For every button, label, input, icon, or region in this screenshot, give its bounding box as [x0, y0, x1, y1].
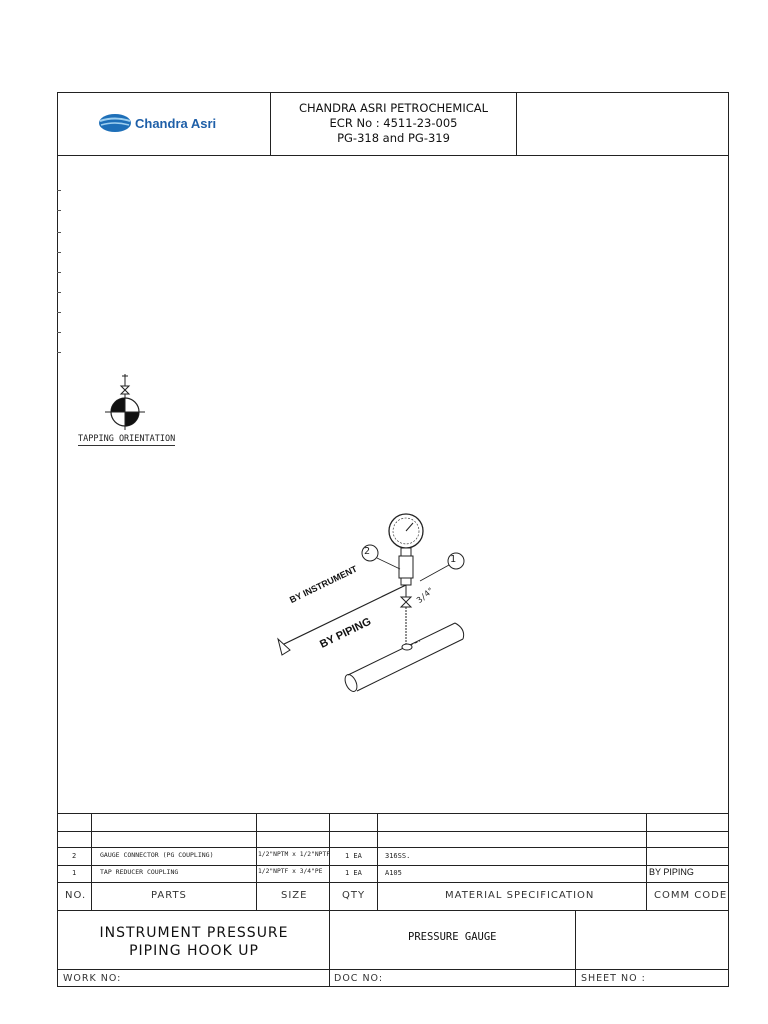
bom-line [57, 882, 729, 883]
work-no-label: WORK NO: [63, 973, 122, 984]
bom-row-2-parts: GAUGE CONNECTOR (PG COUPLING) [100, 851, 214, 859]
bom-col-line [91, 813, 92, 910]
tag-numbers: PG-318 and PG-319 [337, 131, 450, 145]
bom-row-1-material: A105 [385, 869, 402, 877]
margin-tick [57, 252, 61, 253]
hookup-isometric-drawing [260, 505, 480, 705]
margin-tick [57, 210, 61, 211]
bom-row-1-qty: 1 EA [345, 869, 362, 877]
margin-tick [57, 190, 61, 191]
balloon-2-label: 2 [364, 546, 371, 557]
header-title-block [271, 92, 516, 155]
size-note-label: 3/4" [415, 585, 436, 605]
pressure-gauge-icon [389, 514, 423, 650]
bom-row-1-no: 1 [72, 869, 77, 877]
bom-row-1-size: 1/2"NPTF x 3/4"PE [258, 868, 323, 875]
bom-header-material: MATERIAL SPECIFICATION [445, 890, 595, 901]
bom-row-2-no: 2 [72, 852, 77, 860]
chandra-asri-logo-icon [98, 112, 132, 134]
bom-row-2-material: 316SS. [385, 852, 411, 860]
drawing-title-line-1: INSTRUMENT PRESSURE [99, 925, 289, 941]
bom-line [57, 910, 729, 911]
drawing-title-line-2: PIPING HOOK UP [129, 943, 259, 959]
bom-line [57, 865, 729, 866]
by-piping-label: BY PIPING [318, 615, 374, 651]
margin-tick [57, 352, 61, 353]
tapping-orientation-symbol [100, 372, 150, 432]
bom-header-no: NO. [65, 890, 87, 901]
header-divider-2 [516, 92, 517, 155]
drawing-title [60, 924, 328, 960]
title-block-line [57, 969, 729, 970]
bom-col-line [646, 813, 647, 910]
logo-text: Chandra Asri [135, 116, 217, 131]
title-col-line [575, 910, 576, 987]
bom-col-line [377, 813, 378, 910]
bom-line [57, 813, 729, 814]
bom-col-line [256, 813, 257, 910]
subject-label: PRESSURE GAUGE [408, 931, 497, 943]
balloon-1-label: 1 [450, 554, 457, 565]
bom-row-1-comm: BY PIPING [649, 867, 694, 877]
bom-line [57, 847, 729, 848]
bom-header-comm: COMM CODE [654, 890, 728, 901]
sheet-no-label: SHEET NO : [581, 973, 646, 984]
bom-header-size: SIZE [281, 890, 308, 901]
by-instrument-label: BY INSTRUMENT [288, 563, 359, 605]
company-name: CHANDRA ASRI PETROCHEMICAL [298, 101, 489, 115]
ecr-number: ECR No : 4511-23-005 [329, 116, 458, 130]
bom-row-1-parts: TAP REDUCER COUPLING [100, 868, 179, 876]
margin-tick [57, 292, 61, 293]
bom-header-parts: PARTS [151, 890, 187, 901]
bom-col-line [329, 813, 330, 987]
process-pipe [343, 623, 464, 693]
margin-tick [57, 312, 61, 313]
bom-line [57, 831, 729, 832]
margin-tick [57, 232, 61, 233]
margin-tick [57, 332, 61, 333]
bom-row-2-size: 1/2"NPTM x 1/2"NPTF [258, 851, 331, 858]
header-bottom-line [57, 155, 729, 156]
margin-tick [57, 272, 61, 273]
bom-header-qty: QTY [342, 890, 366, 901]
bom-row-2-qty: 1 EA [345, 852, 362, 860]
tapping-orientation-label: TAPPING ORIENTATION [78, 434, 176, 444]
doc-no-label: DOC NO: [334, 973, 384, 984]
